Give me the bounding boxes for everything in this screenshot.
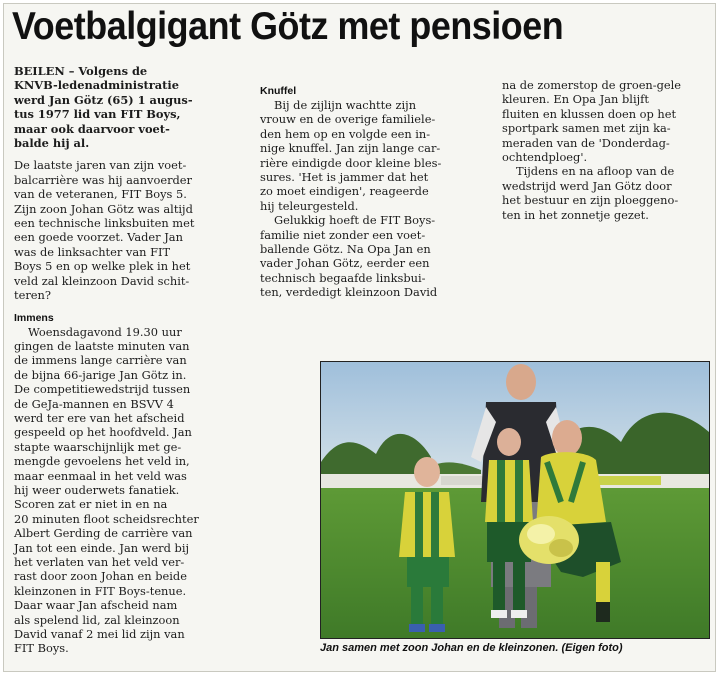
paragraph-knuffel: Bij de zijlijn wachtte zijn vrouw en de overige familiele- den hem op en volgde een in- nige knuffel. Jan zijn lange car- rière eindigde door kleine bles- sures. 'Het is jammer dat het zo moet eindigen', reageerde hij teleurgesteld.: [260, 98, 442, 213]
paragraph-familie: Gelukkig hoeft de FIT Boys- familie niet zonder een voet- ballende Götz. Na Opa Jan en vader Johan Götz, eerder een technisch begaafde linksbui- ten, verdedigt kleinzoon David: [260, 213, 438, 300]
paragraph-bestuur: Tijdens en na afloop van de wedstrijd werd Jan Götz door het bestuur en zijn ploeggeno- ten in het zonnetje gezet.: [502, 164, 679, 222]
family-photo: [320, 361, 710, 639]
article-column-2: [260, 84, 450, 300]
article-headline: Voetbalgigant Götz met pensioen: [12, 5, 564, 48]
article-lead: BEILEN – Volgens de KNVB-ledenadministratie werd Jan Götz (65) 1 augus- tus 1977 lid van FIT Boys, maar ook daarvoor voet- balde hij al.: [14, 64, 193, 151]
flower-bouquet: [519, 516, 579, 564]
paragraph-immens: Woensdagavond 19.30 uur gingen de laatste minuten van de immens lange carrière van de bijna 66-jarige Jan Götz in. De competitiewedstrijd tussen de GeJa-mannen en BSVV 4 werd ter ere van het afscheid gespeeld op het hoofdveld. Jan stapte waarschijnlijk met ge- mengde gevoelens het veld in, maar eenmaal in het veld was hij weer ouderwets fanatiek. Scoren zat er niet in en na 20 minuten floot scheidsrechter Albert Gerding de carrière van Jan tot een einde. Jan werd bij het verlaten van het veld ver- rast door zoon Johan en beide kleinzonen in FIT Boys-tenue. Daar waar Jan afscheid nam als spelend lid, zal kleinzoon David vanaf 2 mei lid zijn van FIT Boys.: [14, 324, 199, 656]
subhead-immens: Immens: [14, 311, 54, 324]
paragraph-zomerstop: na de zomerstop de groen-gele kleuren. En Opa Jan blijft fluiten en klussen doen op het sportpark samen met zijn ka- meraden van de 'Donderdag- ochtendploeg'.: [502, 78, 682, 165]
article-column-3: [502, 78, 707, 222]
article-column-1: [14, 64, 204, 656]
photo-caption: Jan samen met zoon Johan en de kleinzonen. (Eigen foto): [320, 642, 623, 654]
paragraph-veteranen: De laatste jaren van zijn voet- balcarrière was hij aanvoerder van de veteranen, FIT Boys 5. Zijn zoon Johan Götz was altijd een technische linksbuiten met een goede voorzet. Vader Jan was de linksachter van FIT Boys 5 en op welke plek in het veld zal kleinzoon David schit- teren?: [14, 158, 195, 303]
subhead-knuffel: Knuffel: [260, 85, 297, 97]
